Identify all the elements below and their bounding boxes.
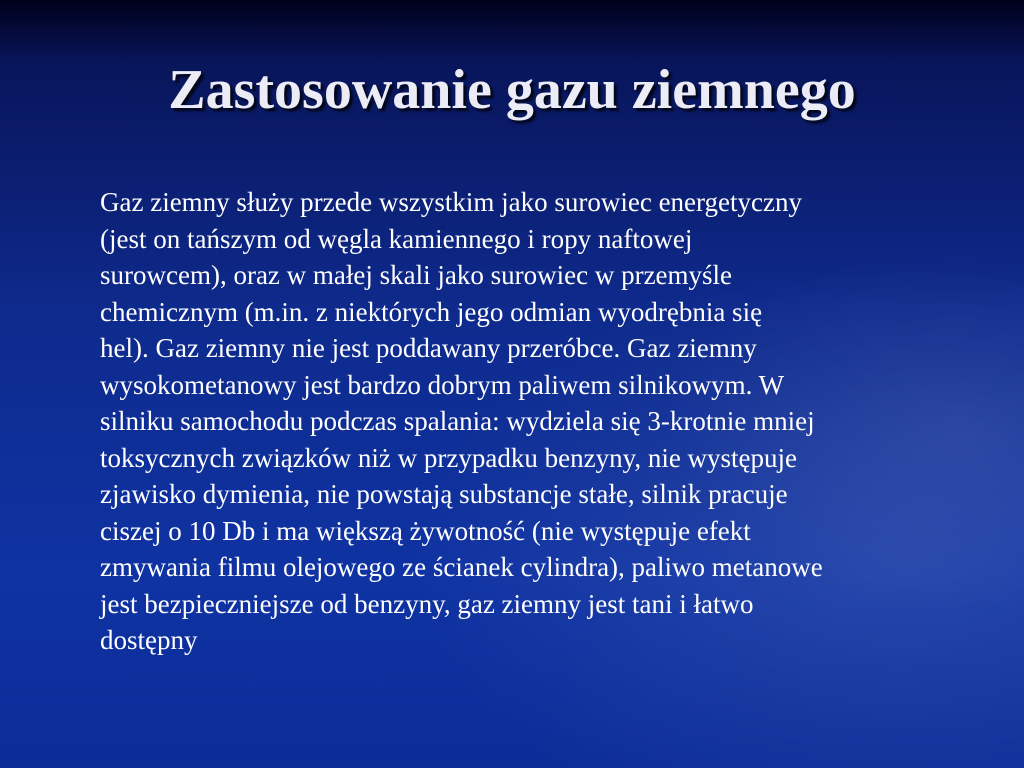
body-line: toksycznych związków niż w przypadku benzyny, nie występuje [100, 442, 798, 473]
body-line: (jest on tańszym od węgla kamiennego i ropy naftowej [100, 223, 693, 254]
slide-body-text [100, 184, 970, 659]
body-line: ciszej o 10 Db i ma większą żywotność (nie występuje efekt [100, 515, 751, 546]
body-line: silniku samochodu podczas spalania: wydziela się 3-krotnie mniej [100, 406, 815, 436]
body-line: chemicznym (m.in. z niektórych jego odmian wyodrębnia się [100, 296, 763, 327]
body-line: hel). Gaz ziemny nie jest poddawany przeróbce. Gaz ziemny [100, 333, 757, 363]
body-line: wysokometanowy jest bardzo dobrym paliwem silnikowym. W [100, 369, 785, 400]
body-line: jest bezpieczniejsze od benzyny, gaz ziemny jest tani i łatwo [100, 588, 754, 619]
body-line: zmywania filmu olejowego ze ścianek cylindra), paliwo metanowe [100, 552, 823, 582]
body-line: zjawisko dymienia, nie powstają substancje stałe, silnik pracuje [100, 479, 788, 509]
slide-title: Zastosowanie gazu ziemnego [168, 59, 856, 121]
body-line: surowcem), oraz w małej skali jako surowiec w przemyśle [100, 260, 733, 290]
body-line: Gaz ziemny służy przede wszystkim jako surowiec energetyczny [100, 187, 802, 217]
body-line: dostępny [100, 625, 198, 655]
